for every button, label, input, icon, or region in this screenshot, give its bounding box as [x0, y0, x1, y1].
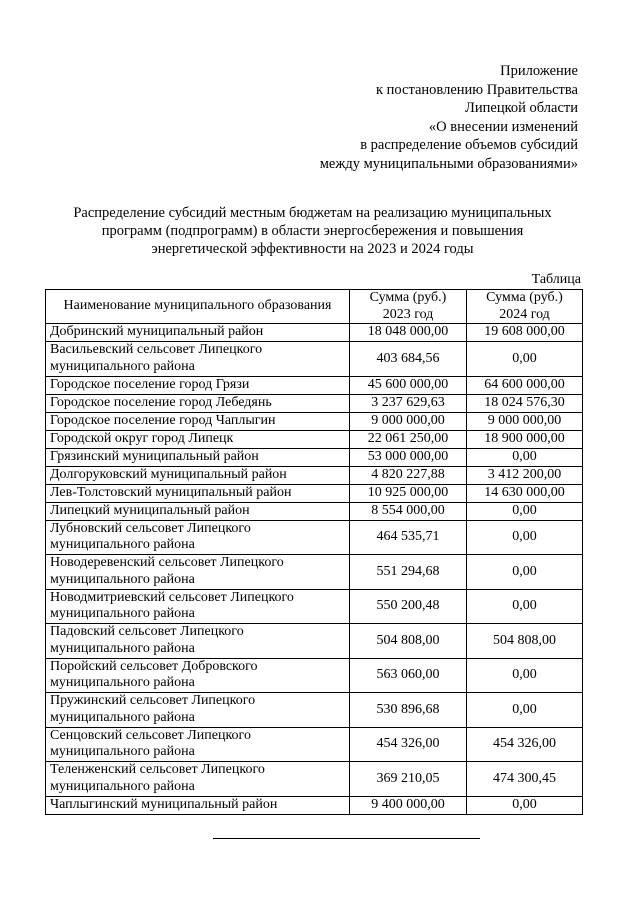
- row-name: Лев-Толстовский муниципальный район: [46, 484, 350, 502]
- row-name: Липецкий муниципальный район: [46, 502, 350, 520]
- row-sum-2023: 454 326,00: [350, 727, 467, 762]
- row-sum-2024: 474 300,45: [467, 762, 583, 797]
- appendix-line: к постановлению Правительства: [376, 81, 578, 98]
- table-row: [46, 555, 583, 590]
- row-sum-2023: 563 060,00: [350, 658, 467, 693]
- row-sum-2024: 0,00: [467, 658, 583, 693]
- table-row: [46, 762, 583, 797]
- table-row: [46, 324, 583, 342]
- row-sum-2023: 369 210,05: [350, 762, 467, 797]
- row-name: Грязинский муниципальный район: [46, 448, 350, 466]
- row-sum-2024: 454 326,00: [467, 727, 583, 762]
- row-sum-2024: 64 600 000,00: [467, 376, 583, 394]
- appendix-line: между муниципальными образованиями»: [319, 155, 578, 172]
- row-name: Пружинский сельсовет Липецкого муниципального района: [46, 693, 350, 728]
- table-row: [46, 520, 583, 555]
- row-name: Долгоруковский муниципальный район: [46, 466, 350, 484]
- row-name: Новодеревенский сельсовет Липецкого муниципального района: [46, 555, 350, 590]
- row-sum-2023: 10 925 000,00: [350, 484, 467, 502]
- subsidy-table: [45, 289, 583, 815]
- appendix-line: «О внесении изменений: [428, 118, 578, 135]
- table-row: [46, 466, 583, 484]
- row-name: Васильевский сельсовет Липецкого муниципального района: [46, 342, 350, 377]
- row-name: Падовский сельсовет Липецкого муниципального района: [46, 624, 350, 659]
- table-row: [46, 796, 583, 814]
- row-sum-2024: 14 630 000,00: [467, 484, 583, 502]
- row-sum-2023: 550 200,48: [350, 589, 467, 624]
- row-sum-2024: 19 608 000,00: [467, 324, 583, 342]
- row-sum-2023: 22 061 250,00: [350, 430, 467, 448]
- row-sum-2023: 504 808,00: [350, 624, 467, 659]
- row-sum-2024: 0,00: [467, 520, 583, 555]
- table-row: [46, 376, 583, 394]
- row-sum-2024: 0,00: [467, 693, 583, 728]
- row-sum-2024: 504 808,00: [467, 624, 583, 659]
- row-sum-2023: 4 820 227,88: [350, 466, 467, 484]
- table-row: [46, 448, 583, 466]
- row-sum-2024: 0,00: [467, 342, 583, 377]
- row-name: Городской округ город Липецк: [46, 430, 350, 448]
- heading-line: программ (подпрограмм) в области энергосбережения и повышения: [101, 223, 524, 239]
- table-row: [46, 484, 583, 502]
- appendix-line: в распределение объемов субсидий: [360, 137, 578, 154]
- appendix-line: Приложение: [500, 63, 578, 79]
- row-sum-2023: 530 896,68: [350, 693, 467, 728]
- row-name: Теленженский сельсовет Липецкого муниципального района: [46, 762, 350, 797]
- row-sum-2023: 8 554 000,00: [350, 502, 467, 520]
- document-heading: [40, 204, 585, 258]
- row-sum-2023: 9 000 000,00: [350, 412, 467, 430]
- header-name: Наименование муниципального образования: [46, 290, 350, 324]
- row-sum-2023: 403 684,56: [350, 342, 467, 377]
- row-name: Городское поселение город Лебедянь: [46, 394, 350, 412]
- table-row: [46, 502, 583, 520]
- row-sum-2024: 18 024 576,30: [467, 394, 583, 412]
- row-sum-2023: 45 600 000,00: [350, 376, 467, 394]
- row-name: Новодмитриевский сельсовет Липецкого муниципального района: [46, 589, 350, 624]
- table-row: [46, 693, 583, 728]
- table-row: [46, 430, 583, 448]
- table-row: [46, 624, 583, 659]
- header-sum-2024: Сумма (руб.) 2024 год: [467, 290, 583, 324]
- table-header-row: [46, 290, 583, 324]
- row-sum-2024: 18 900 000,00: [467, 430, 583, 448]
- row-sum-2024: 0,00: [467, 796, 583, 814]
- row-name: Лубновский сельсовет Липецкого муниципального района: [46, 520, 350, 555]
- row-name: Добринский муниципальный район: [46, 324, 350, 342]
- row-name: Поройский сельсовет Добровского муниципального района: [46, 658, 350, 693]
- appendix-block: [320, 62, 578, 174]
- table-row: [46, 412, 583, 430]
- row-sum-2024: 9 000 000,00: [467, 412, 583, 430]
- table-caption: Таблица: [531, 272, 581, 287]
- row-name: Городское поселение город Чаплыгин: [46, 412, 350, 430]
- header-sum-2023: Сумма (руб.) 2023 год: [350, 290, 467, 324]
- row-sum-2024: 0,00: [467, 555, 583, 590]
- appendix-line: Липецкой области: [465, 100, 578, 117]
- row-sum-2023: 53 000 000,00: [350, 448, 467, 466]
- row-name: Сенцовский сельсовет Липецкого муниципального района: [46, 727, 350, 762]
- heading-line: Распределение субсидий местным бюджетам на реализацию муниципальных: [73, 205, 552, 221]
- row-sum-2023: 9 400 000,00: [350, 796, 467, 814]
- row-name: Чаплыгинский муниципальный район: [46, 796, 350, 814]
- row-sum-2024: 0,00: [467, 502, 583, 520]
- heading-line: энергетической эффективности на 2023 и 2024 годы: [151, 241, 474, 257]
- row-name: Городское поселение город Грязи: [46, 376, 350, 394]
- row-sum-2024: 0,00: [467, 448, 583, 466]
- row-sum-2024: 3 412 200,00: [467, 466, 583, 484]
- row-sum-2023: 464 535,71: [350, 520, 467, 555]
- row-sum-2023: 551 294,68: [350, 555, 467, 590]
- table-row: [46, 589, 583, 624]
- row-sum-2023: 3 237 629,63: [350, 394, 467, 412]
- table-row: [46, 727, 583, 762]
- row-sum-2024: 0,00: [467, 589, 583, 624]
- table-row: [46, 658, 583, 693]
- table-row: [46, 342, 583, 377]
- row-sum-2023: 18 048 000,00: [350, 324, 467, 342]
- footer-divider: [213, 838, 480, 839]
- table-row: [46, 394, 583, 412]
